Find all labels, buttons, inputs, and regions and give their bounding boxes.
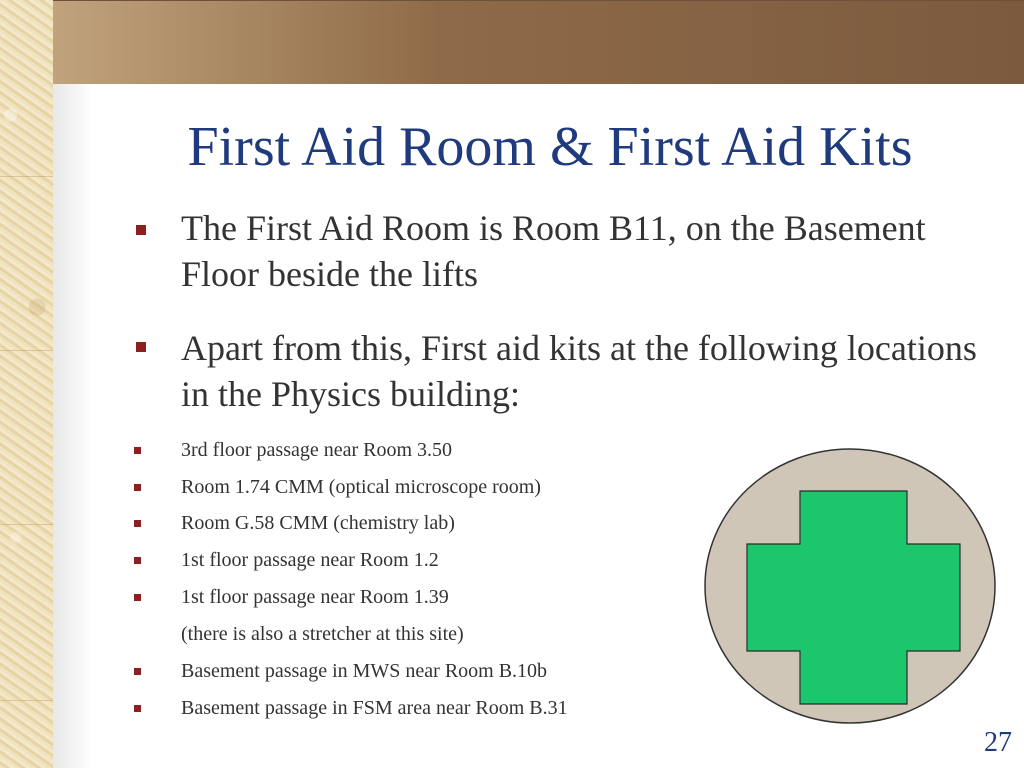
sub-bullet-marker — [134, 705, 141, 712]
sub-bullet-marker — [134, 668, 141, 675]
main-bullet-room: The First Aid Room is Room B11, on the Basement Floor beside the lifts — [181, 208, 926, 294]
main-bullet-kits: Apart from this, First aid kits at the following locations in the Physics building: — [181, 328, 977, 414]
sub-bullet-marker — [134, 557, 141, 564]
bullet-marker — [136, 225, 146, 235]
location-item: Basement passage in MWS near Room B.10b — [181, 660, 548, 682]
location-item: 1st floor passage near Room 1.2 — [181, 549, 439, 571]
sub-bullet-marker — [134, 520, 141, 527]
page-number: 27 — [984, 727, 1012, 758]
sub-bullet-marker — [134, 594, 141, 601]
sub-bullet-marker — [134, 484, 141, 491]
location-item: 3rd floor passage near Room 3.50 — [181, 439, 453, 461]
location-item: Basement passage in FSM area near Room B.31 — [181, 697, 568, 719]
top-banner — [53, 0, 1024, 84]
first-aid-emblem — [703, 447, 997, 725]
location-item: 1st floor passage near Room 1.39 — [181, 586, 449, 608]
bullet-marker — [136, 342, 146, 352]
slide-title: First Aid Room & First Aid Kits — [187, 116, 913, 178]
location-note: (there is also a stretcher at this site) — [181, 623, 464, 645]
location-item: Room G.58 CMM (chemistry lab) — [181, 512, 455, 534]
location-item: Room 1.74 CMM (optical microscope room) — [181, 476, 541, 498]
parchment-border — [0, 0, 53, 768]
sub-bullet-marker — [134, 447, 141, 454]
